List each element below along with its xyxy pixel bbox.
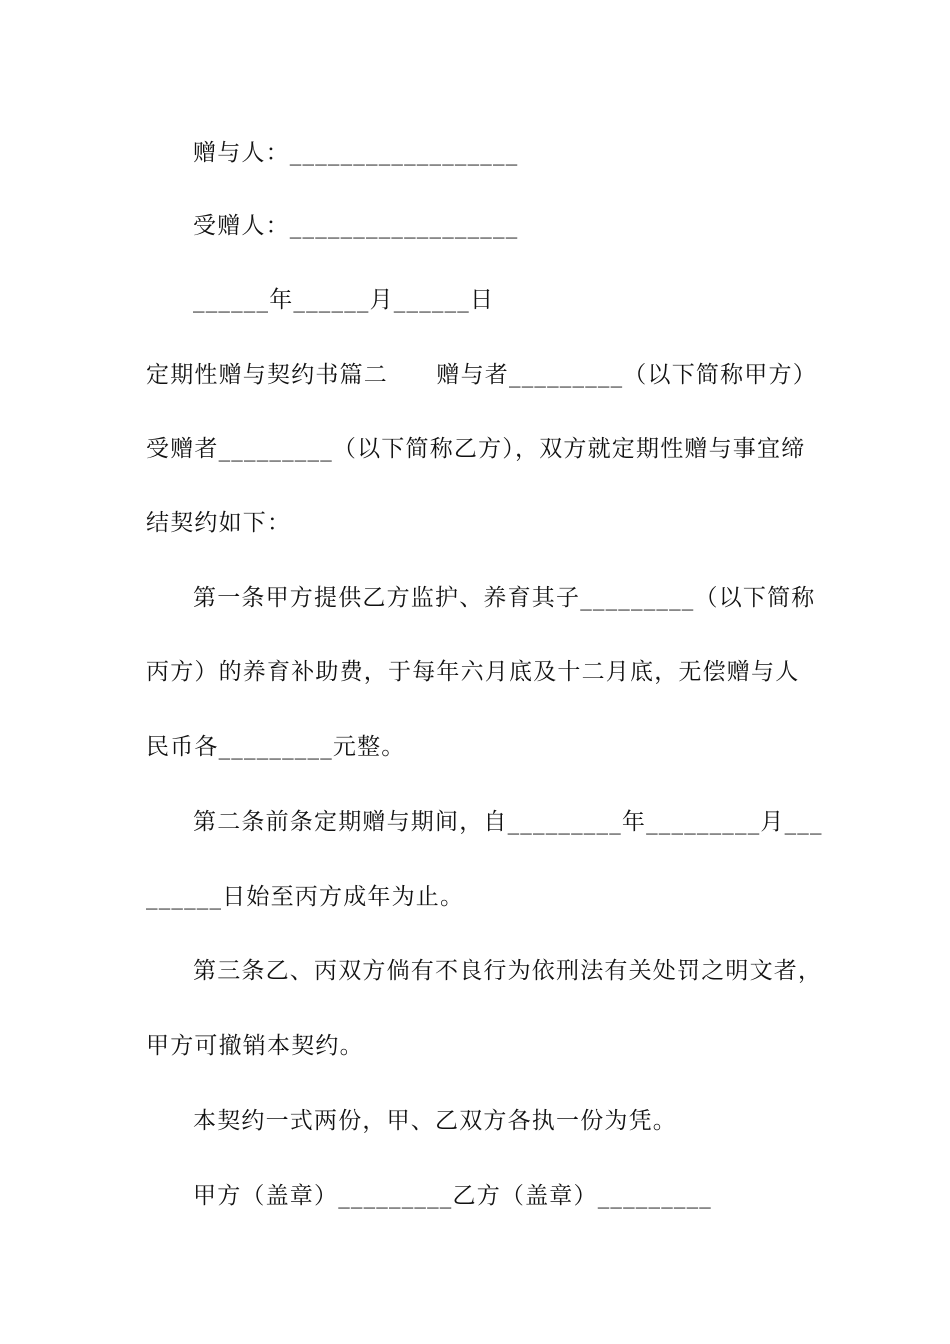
copies-clause-line: 本契约一式两份，甲、乙双方各执一份为凭。 (193, 1108, 677, 1134)
paragraph-line: 受赠者_________（以下简称乙方），双方就定期性赠与事宜缔 (146, 436, 806, 462)
recipient-signature-line: 受赠人：__________________ (193, 213, 519, 239)
article-two-line: 第二条前条定期赠与期间，自_________年_________月___ (193, 809, 823, 835)
contract-title-line: 定期性赠与契约书篇二 赠与者_________（以下简称甲方） (146, 362, 817, 388)
article-one-line: 第一条甲方提供乙方监护、养育其子_________（以下简称 (193, 585, 816, 611)
seal-signature-line: 甲方（盖章）_________乙方（盖章）_________ (193, 1183, 712, 1209)
paragraph-line: 民币各_________元整。 (146, 734, 406, 760)
paragraph-line: 甲方可撤销本契约。 (146, 1033, 364, 1059)
date-line: ______年______月______日 (193, 287, 495, 313)
donor-signature-line: 赠与人：__________________ (193, 140, 519, 166)
article-three-line: 第三条乙、丙双方倘有不良行为依刑法有关处罚之明文者， (193, 958, 823, 984)
paragraph-line: 丙方）的养育补助费，于每年六月底及十二月底，无偿赠与人 (146, 659, 800, 685)
paragraph-line: 结契约如下： (146, 510, 292, 536)
paragraph-line: ______日始至丙方成年为止。 (146, 884, 465, 910)
